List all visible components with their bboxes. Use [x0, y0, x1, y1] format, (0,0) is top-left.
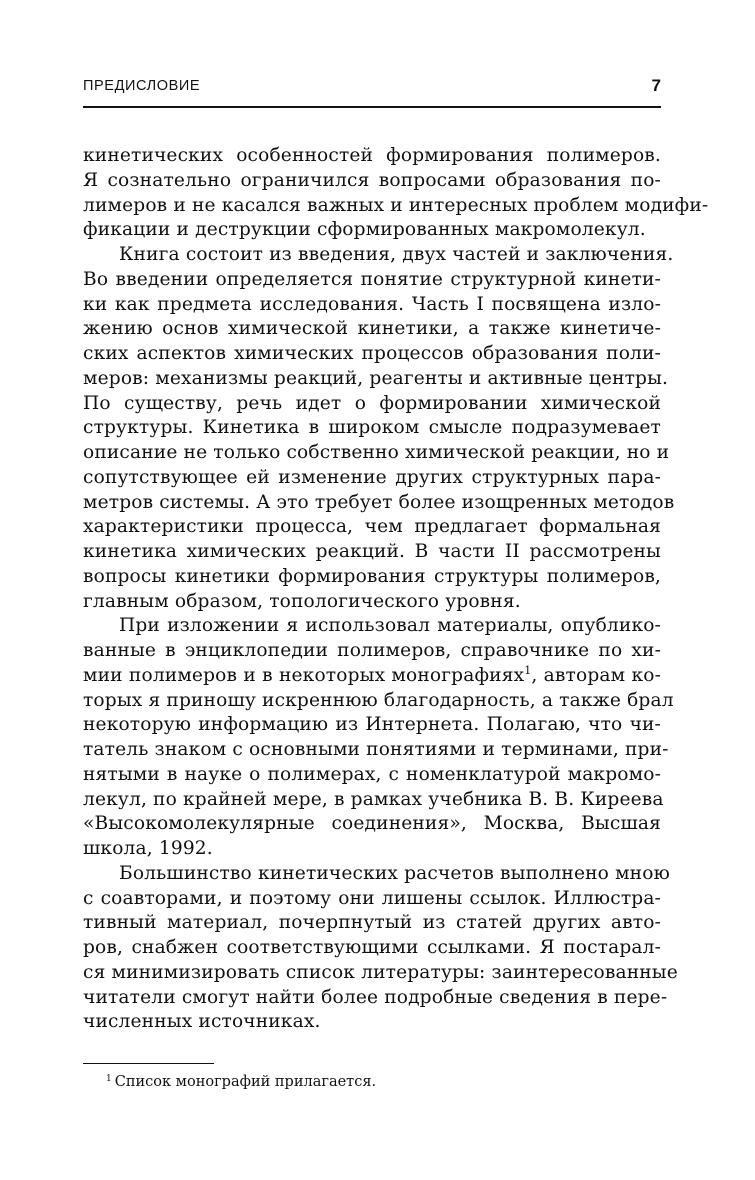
text-line: фикации и деструкции сформированных макромолекул.: [83, 219, 646, 241]
text-line: Книга состоит из введения, двух частей и заключения.: [119, 244, 674, 265]
text-line: лекул, по крайней мере, в рамках учебника В. В. Киреева: [83, 788, 664, 810]
text-line: торых я приношу искреннюю благодарность, а также брал: [83, 689, 674, 711]
footnote-text: Список монографий прилагается.: [114, 1074, 377, 1090]
text-line: сопутствующее ей изменение других структурных пара-: [83, 466, 661, 488]
paragraph-2: [83, 243, 675, 614]
text-line: ванные в энциклопедии полимеров, справочнике по хи-: [83, 640, 661, 661]
text-line: ся минимизировать список литературы: заинтересованные: [83, 961, 678, 983]
text-line: метров системы. А это требует более изощренных методов: [83, 491, 675, 513]
text-line: Во введении определяется понятие структурной кинети-: [83, 268, 661, 290]
text-line: структуры. Кинетика в широком смысле подразумевает: [83, 417, 661, 439]
footnote-reference[interactable]: 1: [524, 663, 532, 677]
text-line: характеристики процесса, чем предлагает формальная: [83, 516, 661, 538]
text-line: описание не только собственно химической реакции, но и: [83, 442, 670, 463]
text-segment: мии полимеров и в некоторых монографиях: [83, 664, 525, 686]
text-line: вопросы кинетики формирования структуры полимеров,: [83, 565, 661, 587]
footnote: [106, 1073, 376, 1091]
text-line: По существу, речь идет о формировании химической: [83, 392, 661, 414]
paragraph-1: [83, 144, 709, 243]
body-text: [83, 144, 709, 1035]
text-line: ров, снабжен соответствующими ссылками. Я постарал-: [83, 937, 661, 958]
text-line: ских аспектов химических процессов образования поли-: [83, 343, 661, 364]
text-line: лимеров и не касался важных и интересных проблем модифи-: [83, 194, 709, 216]
text-line-with-footnote: [83, 664, 661, 689]
text-line: тивный материал, почерпнутый из статей других авто-: [83, 912, 661, 934]
page-number: 7: [651, 76, 661, 95]
text-line: численных источниках.: [83, 1011, 321, 1033]
text-line: меров: механизмы реакций, реагенты и активные центры.: [83, 367, 669, 389]
text-line: Большинство кинетических расчетов выполнено мною: [119, 862, 670, 884]
text-line: кинетика химических реакций. В части II рассмотрены: [83, 541, 661, 562]
paragraph-4: [83, 862, 678, 1035]
text-line: «Высокомолекулярные соединения», Москва, Высшая: [83, 813, 661, 835]
header-rule: [83, 106, 661, 108]
text-line: читатели смогут найти более подробные сведения в пере-: [83, 986, 668, 1008]
text-line: школа, 1992.: [83, 838, 213, 859]
text-line: татель знаком с основными понятиями и терминами, при-: [83, 739, 669, 760]
text-line: Я сознательно ограничился вопросами образования по-: [83, 169, 661, 191]
text-segment: , авторам ко-: [531, 664, 662, 686]
text-line: некоторую информацию из Интернета. Полагаю, что чи-: [83, 714, 661, 736]
text-line: с соавторами, и поэтому они лишены ссылок. Иллюстра-: [83, 887, 661, 909]
text-line: нятыми в науке о полимерах, с номенклатурой макромо-: [83, 763, 661, 785]
text-line: главным образом, топологического уровня.: [83, 590, 521, 612]
running-head: [83, 76, 661, 98]
text-line: кинетических особенностей формирования полимеров.: [83, 145, 661, 166]
footnote-marker: 1: [106, 1074, 112, 1084]
paragraph-3: [83, 614, 674, 862]
running-title: ПРЕДИСЛОВИЕ: [83, 78, 201, 94]
text-line: При изложении я использовал материалы, опублико-: [119, 615, 661, 637]
text-line: ки как предмета исследования. Часть I посвящена изло-: [83, 293, 661, 315]
text-line: жению основ химической кинетики, а также кинетиче-: [83, 318, 661, 340]
footnote-rule: [83, 1063, 214, 1064]
